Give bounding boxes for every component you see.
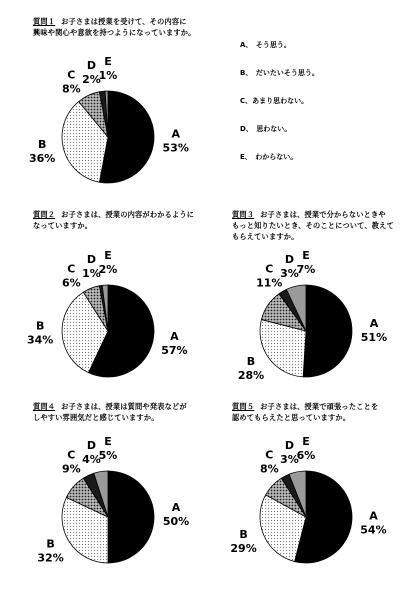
slice-category-e: E — [302, 435, 310, 448]
slice-label-a — [360, 510, 386, 537]
slice-category-e: E — [104, 249, 112, 262]
slice-category-a: A — [171, 501, 181, 514]
slice-category-d: D — [284, 439, 295, 453]
slice-value-b: 34% — [26, 333, 54, 347]
slice-category-b: B — [239, 528, 248, 542]
slice-value-a: 54% — [360, 523, 387, 537]
slice-category-d: D — [86, 253, 97, 267]
slice-value-d: 3% — [280, 453, 299, 467]
slice-value-e: 6% — [296, 449, 316, 462]
question-3-number: 質問３ — [232, 210, 255, 219]
slice-category-d: D — [284, 253, 295, 267]
slice-value-e: 1% — [98, 69, 118, 82]
slice-value-b: 28% — [237, 368, 265, 382]
slice-category-b: B — [37, 137, 47, 151]
slice-value-c: 8% — [259, 462, 279, 476]
question-5-line-2: 認めてもらえたと思っていますか。 — [232, 413, 351, 422]
slice-category-c: C — [67, 68, 76, 82]
slice-value-a: 57% — [161, 343, 188, 357]
question-5-line-1: 質問５ お子さまは、授業で頑張ったことを — [232, 402, 379, 411]
slice-category-b: B — [246, 354, 256, 368]
question-3-line-1: 質問３ お子さまは、授業で分からないときや — [232, 210, 386, 219]
slice-category-a: A — [171, 127, 180, 141]
question-2-line-1: 質問２ お子さまは、授業の内容がわかるように — [33, 210, 195, 219]
slice-value-d: 4% — [82, 453, 101, 467]
slice-value-d: 3% — [280, 267, 299, 281]
slice-label-b — [230, 528, 256, 555]
question-5-number: 質問５ — [232, 402, 255, 411]
slice-category-a: A — [369, 317, 379, 331]
slice-category-a: A — [170, 329, 179, 343]
slice-value-e: 7% — [296, 263, 316, 276]
slice-category-c: C — [265, 262, 274, 276]
slice-value-e: 2% — [98, 263, 118, 276]
slice-category-b: B — [46, 537, 55, 551]
slice-category-c: C — [265, 448, 274, 462]
slice-value-c: 9% — [61, 462, 81, 476]
slice-category-e: E — [302, 249, 310, 262]
legend-item-e: E、 わからない。 — [240, 153, 298, 161]
question-2-line-2: なっていますか。 — [33, 221, 93, 230]
question-1-line-2: 興味や関心や意欲を持つようになっていますか。 — [33, 28, 196, 37]
slice-value-a: 51% — [360, 331, 388, 345]
slice-category-c: C — [67, 262, 76, 276]
slice-value-b: 29% — [230, 542, 257, 556]
slice-category-d: D — [86, 439, 97, 453]
slice-value-b: 32% — [37, 551, 64, 565]
legend-item-a: A、 そう思う。 — [240, 41, 291, 49]
slice-value-a: 53% — [162, 141, 189, 155]
question-3-line-3: もらえていますか。 — [232, 232, 299, 241]
slice-value-c: 11% — [256, 276, 283, 290]
question-1-line-1: 質問１ お子さまは授業を受けて、その内容に — [33, 17, 187, 26]
slice-value-d: 2% — [82, 73, 101, 87]
slice-label-e — [297, 435, 316, 462]
legend-item-c: C、あまり思わない。 — [240, 97, 309, 105]
slice-value-a: 50% — [162, 515, 190, 528]
slice-category-c: C — [67, 448, 76, 462]
question-4-line-1: 質問４ お子さまは、授業は質問や発表などが — [33, 402, 187, 411]
question-2-number: 質問２ — [33, 210, 56, 219]
question-1-number: 質問１ — [33, 17, 56, 26]
slice-value-c: 6% — [61, 276, 81, 290]
slice-value-c: 8% — [61, 82, 81, 96]
legend-item-d: D、 思わない。 — [240, 125, 292, 133]
slice-category-d: D — [86, 59, 97, 73]
question-3-line-2: もっと知りたいとき、そのことについて、教えて — [232, 221, 394, 230]
question-4-line-2: しやすい雰囲気だと感じていますか。 — [33, 413, 159, 422]
slice-category-e: E — [104, 435, 112, 448]
slice-category-e: E — [104, 55, 112, 68]
slice-category-a: A — [369, 509, 378, 523]
slice-value-d: 1% — [82, 267, 101, 281]
slice-category-b: B — [35, 319, 45, 333]
question-4-number: 質問４ — [33, 402, 56, 411]
slice-value-b: 36% — [28, 151, 56, 165]
slice-label-c — [260, 449, 279, 476]
legend-item-b: B、 だいたいそう思う。 — [240, 69, 319, 77]
slice-value-e: 5% — [98, 449, 118, 462]
